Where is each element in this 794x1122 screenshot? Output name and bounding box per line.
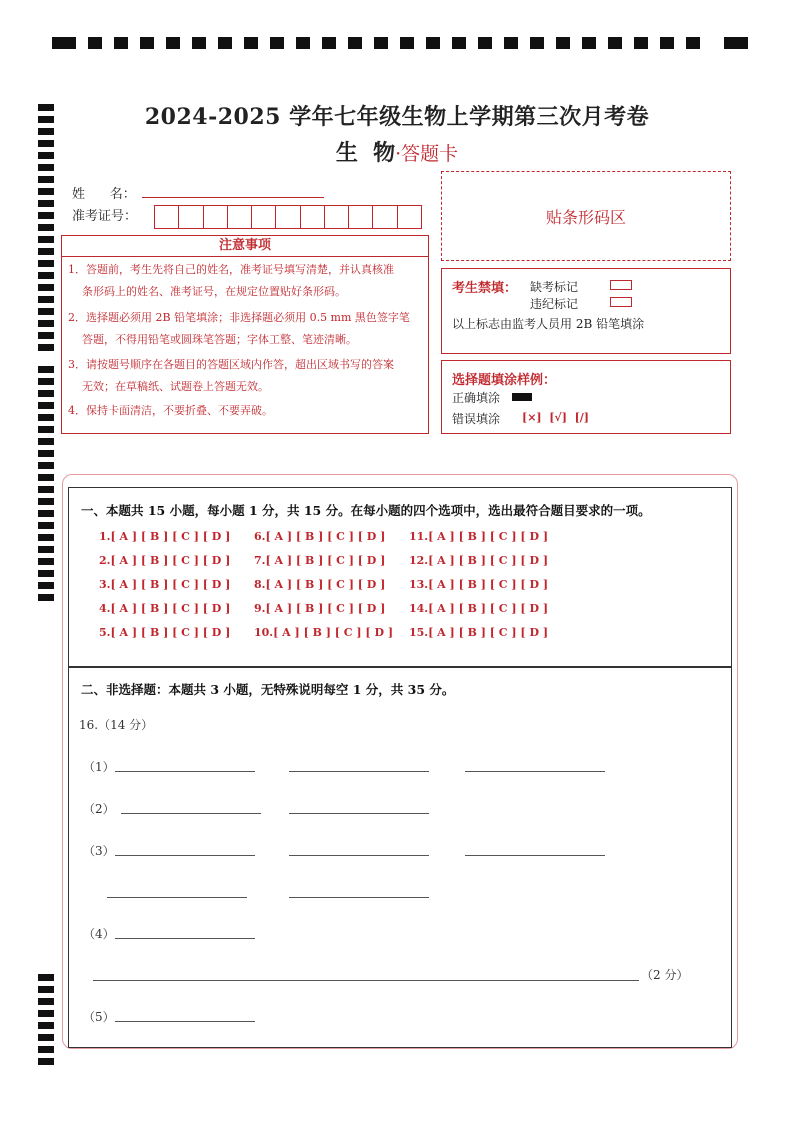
non-choice-heading: 二、非选择题：本题共 3 小题，无特殊说明每空 1 分，共 35 分。: [81, 682, 455, 697]
subject-name: 生 物: [335, 140, 396, 166]
choice-question[interactable]: 4.[ A ] [ B ] [ C ] [ D ]: [99, 602, 231, 615]
choice-question[interactable]: 15.[ A ] [ B ] [ C ] [ D ]: [409, 626, 549, 639]
barcode-label: 贴条形码区: [545, 207, 626, 227]
absent-label: 缺考标记: [530, 280, 579, 294]
choice-question[interactable]: 9.[ A ] [ B ] [ C ] [ D ]: [254, 602, 386, 615]
name-label: 姓 名：: [72, 187, 136, 202]
part-1-label: （1）: [83, 760, 115, 774]
choice-question[interactable]: 2.[ A ] [ B ] [ C ] [ D ]: [99, 554, 231, 567]
points-note: （2 分）: [641, 968, 689, 982]
choice-question[interactable]: 10.[ A ] [ B ] [ C ] [ D ]: [254, 626, 394, 639]
notice-title: 注意事项: [61, 235, 429, 257]
fill-sample-box: [441, 360, 731, 434]
answer-blank[interactable]: [115, 938, 255, 939]
forbidden-note: 以上标志由监考人员用 2B 铅笔填涂: [452, 317, 645, 331]
exam-id-boxes[interactable]: [154, 205, 422, 229]
answer-blank[interactable]: [115, 855, 255, 856]
forbidden-title: 考生禁填：: [452, 281, 518, 296]
question-16-label: 16.（14 分）: [79, 718, 154, 732]
choice-question[interactable]: 14.[ A ] [ B ] [ C ] [ D ]: [409, 602, 549, 615]
answer-blank[interactable]: [289, 771, 429, 772]
exam-subtitle: [0, 136, 794, 167]
choice-question[interactable]: 8.[ A ] [ B ] [ C ] [ D ]: [254, 578, 386, 591]
correct-fill-label: 正确填涂: [452, 391, 501, 405]
choice-question[interactable]: 7.[ A ] [ B ] [ C ] [ D ]: [254, 554, 386, 567]
answer-blank[interactable]: [121, 813, 261, 814]
choice-question[interactable]: 13.[ A ] [ B ] [ C ] [ D ]: [409, 578, 549, 591]
exam-title: 2024-2025 学年七年级生物上学期第三次月考卷: [144, 104, 650, 130]
answer-blank-long[interactable]: [93, 980, 639, 981]
non-choice-section: [68, 667, 732, 1048]
choice-question[interactable]: 1.[ A ] [ B ] [ C ] [ D ]: [99, 530, 231, 543]
wrong-fill-label: 错误填涂: [452, 412, 501, 426]
part-4-label: （4）: [83, 927, 115, 941]
examinee-forbidden-box: [441, 268, 731, 354]
choice-question[interactable]: 12.[ A ] [ B ] [ C ] [ D ]: [409, 554, 549, 567]
answer-blank[interactable]: [115, 1021, 255, 1022]
choice-question[interactable]: 11.[ A ] [ B ] [ C ] [ D ]: [409, 530, 549, 543]
name-field[interactable]: [142, 197, 324, 198]
part-2-label: （2）: [83, 802, 115, 816]
answer-blank[interactable]: [465, 771, 605, 772]
choice-question[interactable]: 5.[ A ] [ B ] [ C ] [ D ]: [99, 626, 231, 639]
choice-section: [68, 487, 732, 667]
notice-item: 2．选择题必须用 2B 铅笔填涂；非选择题必须用 0.5 mm 黑色签字笔 答题，不得用铅笔或圆珠笔答题；字体工整、笔迹清晰。: [68, 311, 410, 346]
violation-label: 违纪标记: [530, 297, 579, 311]
part-3-label: （3）: [83, 844, 115, 858]
answer-card-label: ·答题卡: [395, 143, 459, 165]
choice-section-heading: 一、本题共 15 小题，每小题 1 分，共 15 分。在每小题的四个选项中，选出最符合题目要求的一项。: [81, 503, 651, 518]
top-timing-marks: [52, 37, 748, 51]
absent-mark-box[interactable]: [610, 280, 632, 290]
notice-item: 1．答题前，考生先将自己的姓名，准考证号填写清楚，并认真核准 条形码上的姓名、准考证号，在规定位置贴好条形码。: [68, 263, 394, 298]
violation-mark-box[interactable]: [610, 297, 632, 307]
choice-question[interactable]: 3.[ A ] [ B ] [ C ] [ D ]: [99, 578, 231, 591]
answer-blank[interactable]: [289, 855, 429, 856]
choice-question[interactable]: 6.[ A ] [ B ] [ C ] [ D ]: [254, 530, 386, 543]
answer-blank[interactable]: [115, 771, 255, 772]
answer-blank[interactable]: [289, 813, 429, 814]
answer-blank[interactable]: [465, 855, 605, 856]
exam-id-label: 准考证号：: [72, 209, 138, 224]
wrong-fill-marks: [×] [√] [/]: [522, 411, 590, 424]
answer-blank[interactable]: [107, 897, 247, 898]
part-5-label: （5）: [83, 1010, 115, 1024]
notice-item: 3．请按题号顺序在各题目的答题区域内作答，超出区域书写的答案 无效；在草稿纸、试题卷上答题无效。: [68, 358, 394, 393]
correct-fill-mark: [512, 393, 532, 401]
barcode-area: [441, 171, 731, 261]
notice-box: [61, 257, 429, 434]
answer-blank[interactable]: [289, 897, 429, 898]
notice-item: 4．保持卡面清洁，不要折叠、不要弄破。: [68, 404, 273, 417]
fill-sample-title: 选择题填涂样例：: [452, 373, 557, 388]
